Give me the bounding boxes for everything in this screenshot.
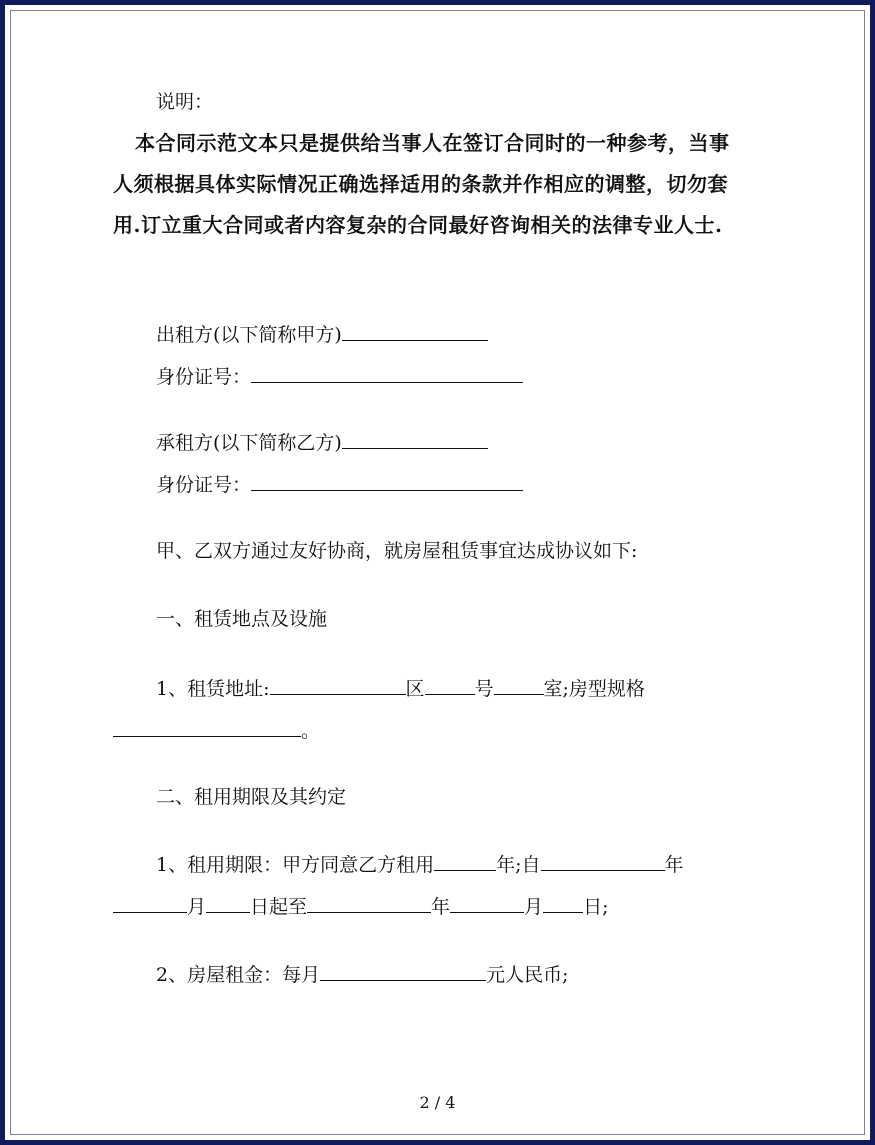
- end-year-blank: [307, 894, 431, 913]
- district-blank: [425, 676, 475, 695]
- rental-address-line: [156, 676, 645, 701]
- lessee-name-blank: [342, 430, 488, 449]
- note-title: 说明：: [156, 91, 214, 113]
- lessor-label: 出租方(以下简称甲方): [156, 324, 342, 346]
- district-label: 区: [405, 678, 425, 700]
- from-label: 年;自: [496, 854, 541, 876]
- lessee-id-blank: [251, 472, 523, 491]
- rental-address-label: 1、租赁地址:: [156, 678, 270, 700]
- start-month-blank: [113, 894, 187, 913]
- room-type-line: [113, 718, 320, 743]
- until-label: 日起至: [250, 896, 308, 918]
- room-type-label: 室;房型规格: [543, 678, 645, 700]
- lessee-line: [156, 430, 488, 455]
- note-line-2: 人须根据具体实际情况正确选择适用的条款并作相应的调整，切勿套: [113, 172, 728, 196]
- rent-currency-label: 元人民币;: [486, 964, 569, 986]
- agreement-text: 甲、乙双方通过友好协商，就房屋租赁事宜达成协议如下:: [156, 540, 638, 562]
- number-blank: [494, 676, 544, 695]
- end-month-blank: [450, 894, 524, 913]
- note-line-1: 本合同示范文本只是提供给当事人在签订合同时的一种参考，当事: [135, 131, 730, 155]
- number-label: 号: [474, 678, 494, 700]
- end-year-label: 年: [431, 896, 451, 918]
- end-day-label: 日;: [583, 896, 609, 918]
- rent-amount-blank: [320, 962, 486, 981]
- end-month-label: 月: [524, 896, 544, 918]
- lease-term-line-1: [156, 852, 684, 877]
- lessor-id-line: [156, 364, 523, 389]
- lease-years-blank: [434, 852, 496, 871]
- room-type-end: 。: [301, 720, 321, 742]
- section2-title: 二、租用期限及其约定: [156, 786, 347, 808]
- lease-term-line-2: [113, 894, 608, 919]
- address-blank: [270, 676, 406, 695]
- lessor-name-blank: [342, 322, 488, 341]
- rent-line: [156, 962, 569, 987]
- note-line-3: 用.订立重大合同或者内容复杂的合同最好咨询相关的法律专业人士.: [113, 213, 723, 237]
- start-year-label: 年: [664, 854, 684, 876]
- lessor-id-blank: [251, 364, 523, 383]
- section1-title: 一、租赁地点及设施: [156, 608, 328, 630]
- end-day-blank: [543, 894, 583, 913]
- room-type-blank: [113, 718, 301, 737]
- page-number: 2 / 4: [419, 1093, 456, 1112]
- rent-label: 2、房屋租金：每月: [156, 964, 321, 986]
- start-year-blank: [541, 852, 665, 871]
- lessee-label: 承租方(以下简称乙方): [156, 432, 342, 454]
- lease-term-label: 1、租用期限：甲方同意乙方租用: [156, 854, 435, 876]
- lessor-line: [156, 322, 488, 347]
- lessee-id-line: [156, 472, 523, 497]
- lessor-id-label: 身份证号：: [156, 366, 252, 388]
- lessee-id-label: 身份证号：: [156, 474, 252, 496]
- start-month-label: 月: [187, 896, 207, 918]
- start-day-blank: [206, 894, 250, 913]
